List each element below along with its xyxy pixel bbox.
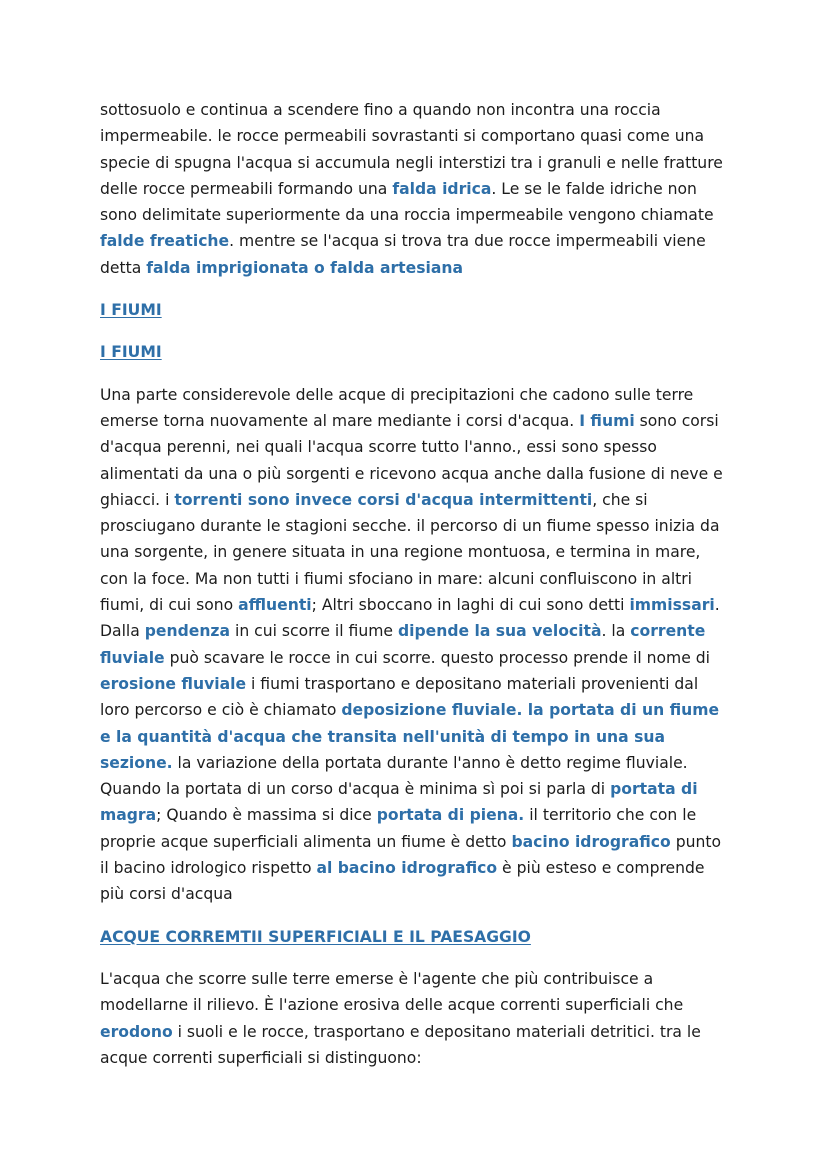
highlighted-term: erodono (100, 1022, 173, 1041)
text-run: in cui scorre il fiume (230, 622, 398, 641)
text-run: . la (601, 622, 631, 641)
text-run: sono corsi d'acqua perenni, nei quali l'acqua scorre tutto l'anno., essi sono spesso alimentati da una o più sorgenti e ricevono acqua anche dalla fusione di neve e ghiacci. i (100, 411, 723, 509)
highlighted-term: immissari (629, 596, 715, 615)
text-run: . mentre se l'acqua si trova tra due rocce impermeabili viene detta (100, 232, 706, 277)
section-heading-acque-correnti: ACQUE CORREMTII SUPERFICIALI E IL PAESAGGIO (100, 927, 531, 946)
highlighted-term: corrente fluviale (100, 622, 706, 667)
text-run: , che si prosciugano durante le stagioni secche. il percorso di un fiume spesso inizia da una sorgente, in genere situata in una regione montuosa, e termina in mare, con la foce. Ma non tutti i fiumi sfociano in mare: alcuni confluiscono in altri fiumi, di cui sono (100, 490, 720, 615)
text-run: ; Quando è massima si dice (156, 806, 377, 825)
text-run: i fiumi trasportano e depositano materiali provenienti dal loro percorso e ciò è chiamato (100, 674, 699, 720)
highlighted-term: bacino idrografico (511, 832, 671, 851)
text-run: è più esteso e comprende più corsi d'acqua (100, 859, 705, 904)
text-run: i suoli e le rocce, trasportano e depositano materiali detritici. tra le acque correnti superficiali si distinguono: (100, 1022, 701, 1067)
text-run: L'acqua che scorre sulle terre emerse è l'agente che più contribuisce a modellarne il rilievo. È l'azione erosiva delle acque correnti superficiali che (100, 969, 684, 1015)
text-run: ; Altri sboccano in laghi di cui sono detti (311, 596, 630, 615)
highlighted-term: deposizione fluviale. la portata di un fiume e la quantità d'acqua che transita nell'unità di tempo in una sua sezione. (100, 701, 720, 772)
highlighted-term: dipende la sua velocità (397, 622, 602, 641)
highlighted-term: affluenti (238, 596, 312, 615)
highlighted-term: falde freatiche (100, 232, 230, 251)
text-run: la variazione della portata durante l'anno è detto regime fluviale. Quando la portata di un corso d'acqua è minima sì poi si parla di (100, 753, 688, 799)
highlighted-term: erosione fluviale (100, 674, 247, 693)
highlighted-term: falda idrica (392, 179, 492, 198)
paragraph-fiumi (100, 382, 728, 908)
highlighted-term: al bacino idrografico (316, 859, 498, 878)
paragraph-acque-correnti (100, 966, 728, 1071)
text-run: punto il bacino idrologico rispetto (100, 832, 722, 878)
section-heading-fiumi: I FIUMI (100, 301, 162, 320)
highlighted-term: falda imprigionata o falda artesiana (146, 258, 463, 277)
text-run: . Le se le falde idriche non sono delimitate superiormente da una roccia impermeabile vengono chiamate (100, 179, 714, 225)
text-run: sottosuolo e continua a scendere fino a quando non incontra una roccia impermeabile. le rocce permeabili sovrastanti si comportano quasi come una specie di spugna l'acqua si accumula negli interstizi tra i granuli e nelle fratture delle rocce permeabili formando una (100, 101, 723, 198)
highlighted-term: torrenti sono invece corsi d'acqua intermittenti (174, 490, 593, 509)
highlighted-term: portata di piena. (376, 806, 525, 825)
text-run: . Dalla (100, 596, 720, 641)
text-run: il territorio che con le proprie acque superficiali alimenta un fiume è detto (100, 806, 697, 851)
paragraph-falde (100, 97, 728, 281)
text-run: può scavare le rocce in cui scorre. questo processo prende il nome di (164, 648, 711, 667)
highlighted-term: portata di magra (100, 780, 698, 825)
text-run: Una parte considerevole delle acque di precipitazioni che cadono sulle terre emerse torna nuovamente al mare mediante i corsi d'acqua. (100, 385, 694, 430)
section-heading-fiumi-repeat: I FIUMI (100, 343, 162, 362)
highlighted-term: pendenza (144, 622, 231, 641)
highlighted-term: I fiumi (579, 411, 635, 430)
